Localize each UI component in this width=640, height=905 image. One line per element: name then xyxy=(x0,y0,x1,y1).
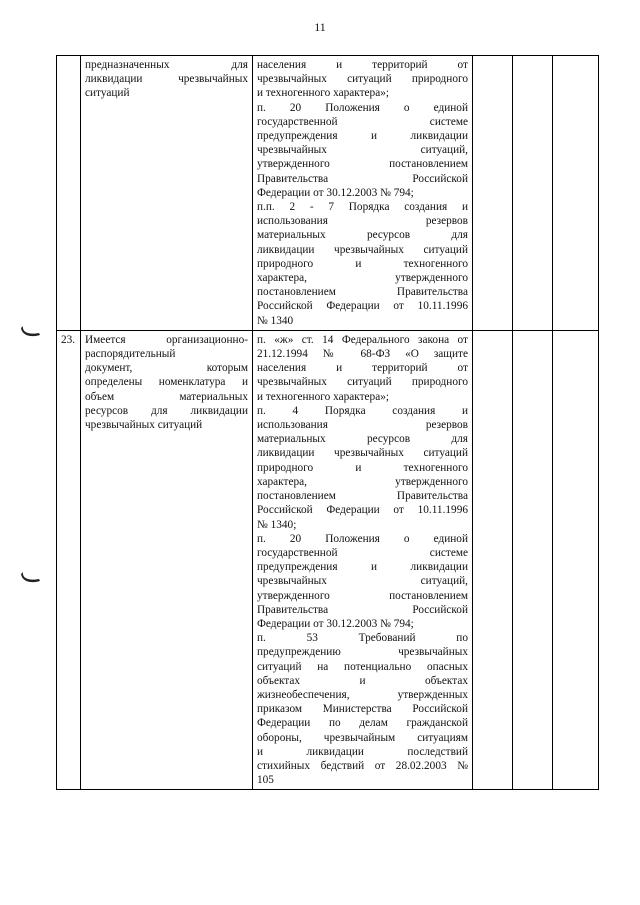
legal-basis-paragraph xyxy=(257,631,468,787)
text-line: Федерации по делам гражданской xyxy=(257,717,468,730)
row-number xyxy=(57,56,81,331)
text-line: приказом Министерства Российской xyxy=(257,703,468,716)
text-line: 105 xyxy=(257,774,274,787)
text-line: постановлением Правительства xyxy=(257,286,468,299)
text-line: предупреждения и ликвидации xyxy=(257,130,468,143)
requirement-cell xyxy=(81,56,253,331)
text-line: государственной системе xyxy=(257,115,468,128)
text-line: Федерации от 30.12.2003 № 794; xyxy=(257,186,414,199)
text-line: чрезвычайных ситуаций природного xyxy=(257,376,468,389)
note-cell xyxy=(553,56,599,331)
text-line: п. 20 Положения о единой xyxy=(257,101,468,114)
legal-basis-paragraph xyxy=(257,101,468,200)
text-line: постановлением Правительства xyxy=(257,490,468,503)
text-line: ситуаций на потенциально опасных xyxy=(257,660,468,673)
text-line: природного и техногенного xyxy=(257,257,468,270)
answer-no-cell xyxy=(513,330,553,790)
text-line: и ликвидации последствий xyxy=(257,745,468,758)
page-number: 11 xyxy=(314,20,326,34)
text-line: распорядительный xyxy=(85,348,176,361)
text-line: чрезвычайных ситуаций, xyxy=(257,575,468,588)
legal-basis-cell xyxy=(253,56,473,331)
text-line: ситуаций xyxy=(85,87,130,100)
text-line: № 1340 xyxy=(257,314,294,327)
text-line: утвержденного постановлением xyxy=(257,158,468,171)
scan-mark-1 xyxy=(20,323,42,337)
text-line: природного и техногенного xyxy=(257,461,468,474)
text-line: объем материальных xyxy=(85,390,248,403)
text-line: Российской Федерации от 10.11.1996 xyxy=(257,504,468,517)
text-line: № 1340; xyxy=(257,518,297,531)
text-line: чрезвычайных ситуаций, xyxy=(257,144,468,157)
text-line: объектах и объектах xyxy=(257,674,468,687)
text-line: жизнеобеспечения, утвержденных xyxy=(257,688,468,701)
table-row xyxy=(57,330,599,790)
answer-no-cell xyxy=(513,56,553,331)
text-line: утвержденного постановлением xyxy=(257,589,468,602)
text-line: 21.12.1994 № 68-ФЗ «О защите xyxy=(257,348,468,361)
text-line: п.п. 2 - 7 Порядка создания и xyxy=(257,201,468,214)
text-line: населения и территорий от xyxy=(257,59,468,71)
text-line: ликвидации чрезвычайных ситуаций xyxy=(257,243,468,256)
text-line: чрезвычайных ситуаций природного xyxy=(257,73,468,86)
text-line: п. «ж» ст. 14 Федерального закона от xyxy=(257,333,468,346)
text-line: Правительства Российской xyxy=(257,172,468,185)
text-line: определены номенклатура и xyxy=(85,376,248,389)
legal-basis-cell xyxy=(253,330,473,790)
text-line: п. 20 Положения о единой xyxy=(257,532,468,545)
answer-yes-cell xyxy=(473,330,513,790)
text-line: характера, утвержденного xyxy=(257,272,468,285)
requirements-table xyxy=(56,55,599,790)
text-line: стихийных бедствий от 28.02.2003 № xyxy=(257,759,468,772)
text-line: чрезвычайных ситуаций xyxy=(85,419,203,432)
text-line: п. 4 Порядка создания и xyxy=(257,404,468,417)
text-line: предупреждению чрезвычайных xyxy=(257,646,468,659)
table-row xyxy=(57,56,599,331)
text-line: предназначенных для xyxy=(85,59,248,71)
legal-basis-paragraph xyxy=(257,404,468,532)
text-line: ликвидации чрезвычайных xyxy=(85,73,248,86)
text-line: п. 53 Требований по xyxy=(257,632,468,645)
text-line: Правительства Российской xyxy=(257,603,468,616)
legal-basis-paragraph xyxy=(257,200,468,328)
text-line: материальных ресурсов для xyxy=(257,229,468,242)
legal-basis-paragraph xyxy=(257,333,468,404)
text-line: Российской Федерации от 10.11.1996 xyxy=(257,300,468,313)
scan-mark-2 xyxy=(20,569,42,583)
note-cell xyxy=(553,330,599,790)
text-line: ликвидации чрезвычайных ситуаций xyxy=(257,447,468,460)
text-line: населения и территорий от xyxy=(257,362,468,375)
text-line: материальных ресурсов для xyxy=(257,433,468,446)
legal-basis-paragraph xyxy=(257,532,468,631)
text-line: ресурсов для ликвидации xyxy=(85,404,248,417)
text-line: Имеется организационно- xyxy=(85,333,248,346)
text-line: и техногенного характера»; xyxy=(257,87,389,100)
text-line: использования резервов xyxy=(257,419,468,432)
text-line: Федерации от 30.12.2003 № 794; xyxy=(257,617,414,630)
row-number: 23. xyxy=(57,330,81,790)
text-line: характера, утвержденного xyxy=(257,475,468,488)
answer-yes-cell xyxy=(473,56,513,331)
text-line: документ, которым xyxy=(85,362,248,375)
requirement-cell xyxy=(81,330,253,790)
text-line: государственной системе xyxy=(257,546,468,559)
legal-basis-paragraph xyxy=(257,58,468,101)
text-line: и техногенного характера»; xyxy=(257,390,389,403)
text-line: предупреждения и ликвидации xyxy=(257,561,468,574)
text-line: использования резервов xyxy=(257,215,468,228)
text-line: обороны, чрезвычайным ситуациям xyxy=(257,731,468,744)
